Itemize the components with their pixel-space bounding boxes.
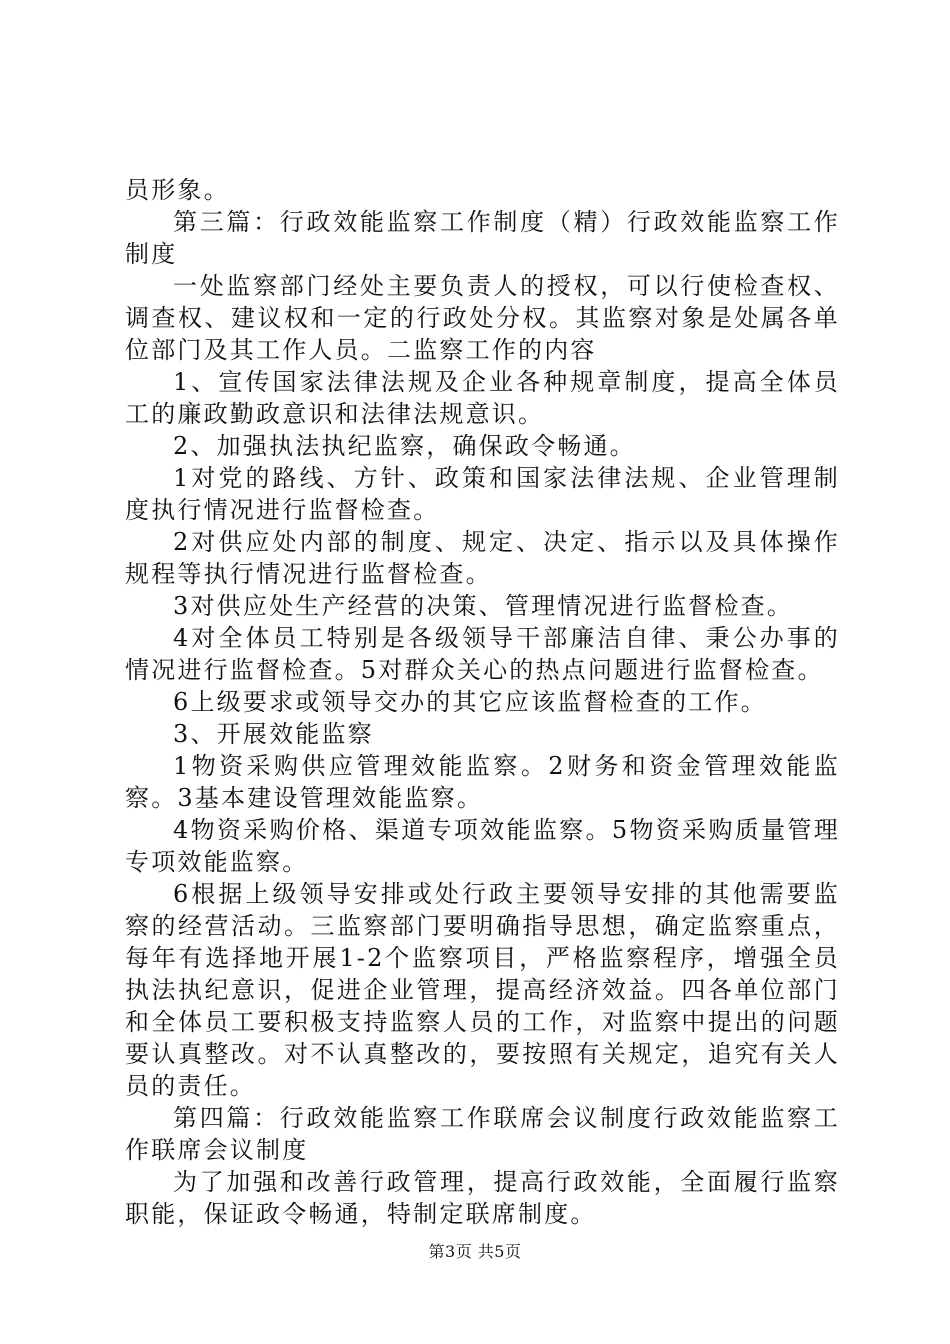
list-item: 3对供应处生产经营的决策、管理情况进行监督检查。 [173,592,794,620]
list-item: 2、加强执法执纪监察，确保政令畅通。 [173,432,636,460]
list-item: 1对党的路线、方针、政策和国家法律法规、企业管理制度执行情况进行监督检查。 [125,464,840,524]
paragraph: 6根据上级领导安排或处行政主要领导安排的其他需要监察的经营活动。三监察部门要明确指导思想，确定监察重点，每年有选择地开展1-2个监察项目，严格监察程序，增强全员执法执纪意识，促进企业管理，提高经济效益。四各单位部门和全体员工要积极支持监察人员的工作，对监察中提出的问题要认真整改。对不认真整改的，要按照有关规定，追究有关人员的责任。 [125,880,840,1100]
document-body [125,174,840,1230]
list-item: 6上级要求或领导交办的其它应该监督检查的工作。 [173,688,767,716]
list-item: 1、宣传国家法律法规及企业各种规章制度，提高全体员工的廉政勤政意识和法律法规意识。 [125,368,840,428]
list-item: 3、开展效能监察 [173,720,374,748]
list-item: 2对供应处内部的制度、规定、决定、指示以及具体操作规程等执行情况进行监督检查。 [125,528,840,588]
paragraph-continuation: 员形象。 [125,176,230,204]
paragraph: 为了加强和改善行政管理，提高行政效能，全面履行监察职能，保证政令畅通，特制定联席制度。 [125,1168,840,1228]
section-heading-part-3: 第三篇：行政效能监察工作制度（精）行政效能监察工作制度 [125,208,840,268]
page-footer: 第3页 共5页 [428,1242,522,1261]
list-item: 1物资采购供应管理效能监察。2财务和资金管理效能监察。3基本建设管理效能监察。 [125,752,840,812]
list-item: 4对全体员工特别是各级领导干部廉洁自律、秉公办事的情况进行监督检查。5对群众关心的热点问题进行监督检查。 [125,624,840,684]
paragraph: 一处监察部门经处主要负责人的授权，可以行使检查权、调查权、建议权和一定的行政处分权。其监察对象是处属各单位部门及其工作人员。二监察工作的内容 [125,272,840,364]
section-heading-part-4: 第四篇：行政效能监察工作联席会议制度行政效能监察工作联席会议制度 [125,1104,840,1164]
list-item: 4物资采购价格、渠道专项效能监察。5物资采购质量管理专项效能监察。 [125,816,840,876]
